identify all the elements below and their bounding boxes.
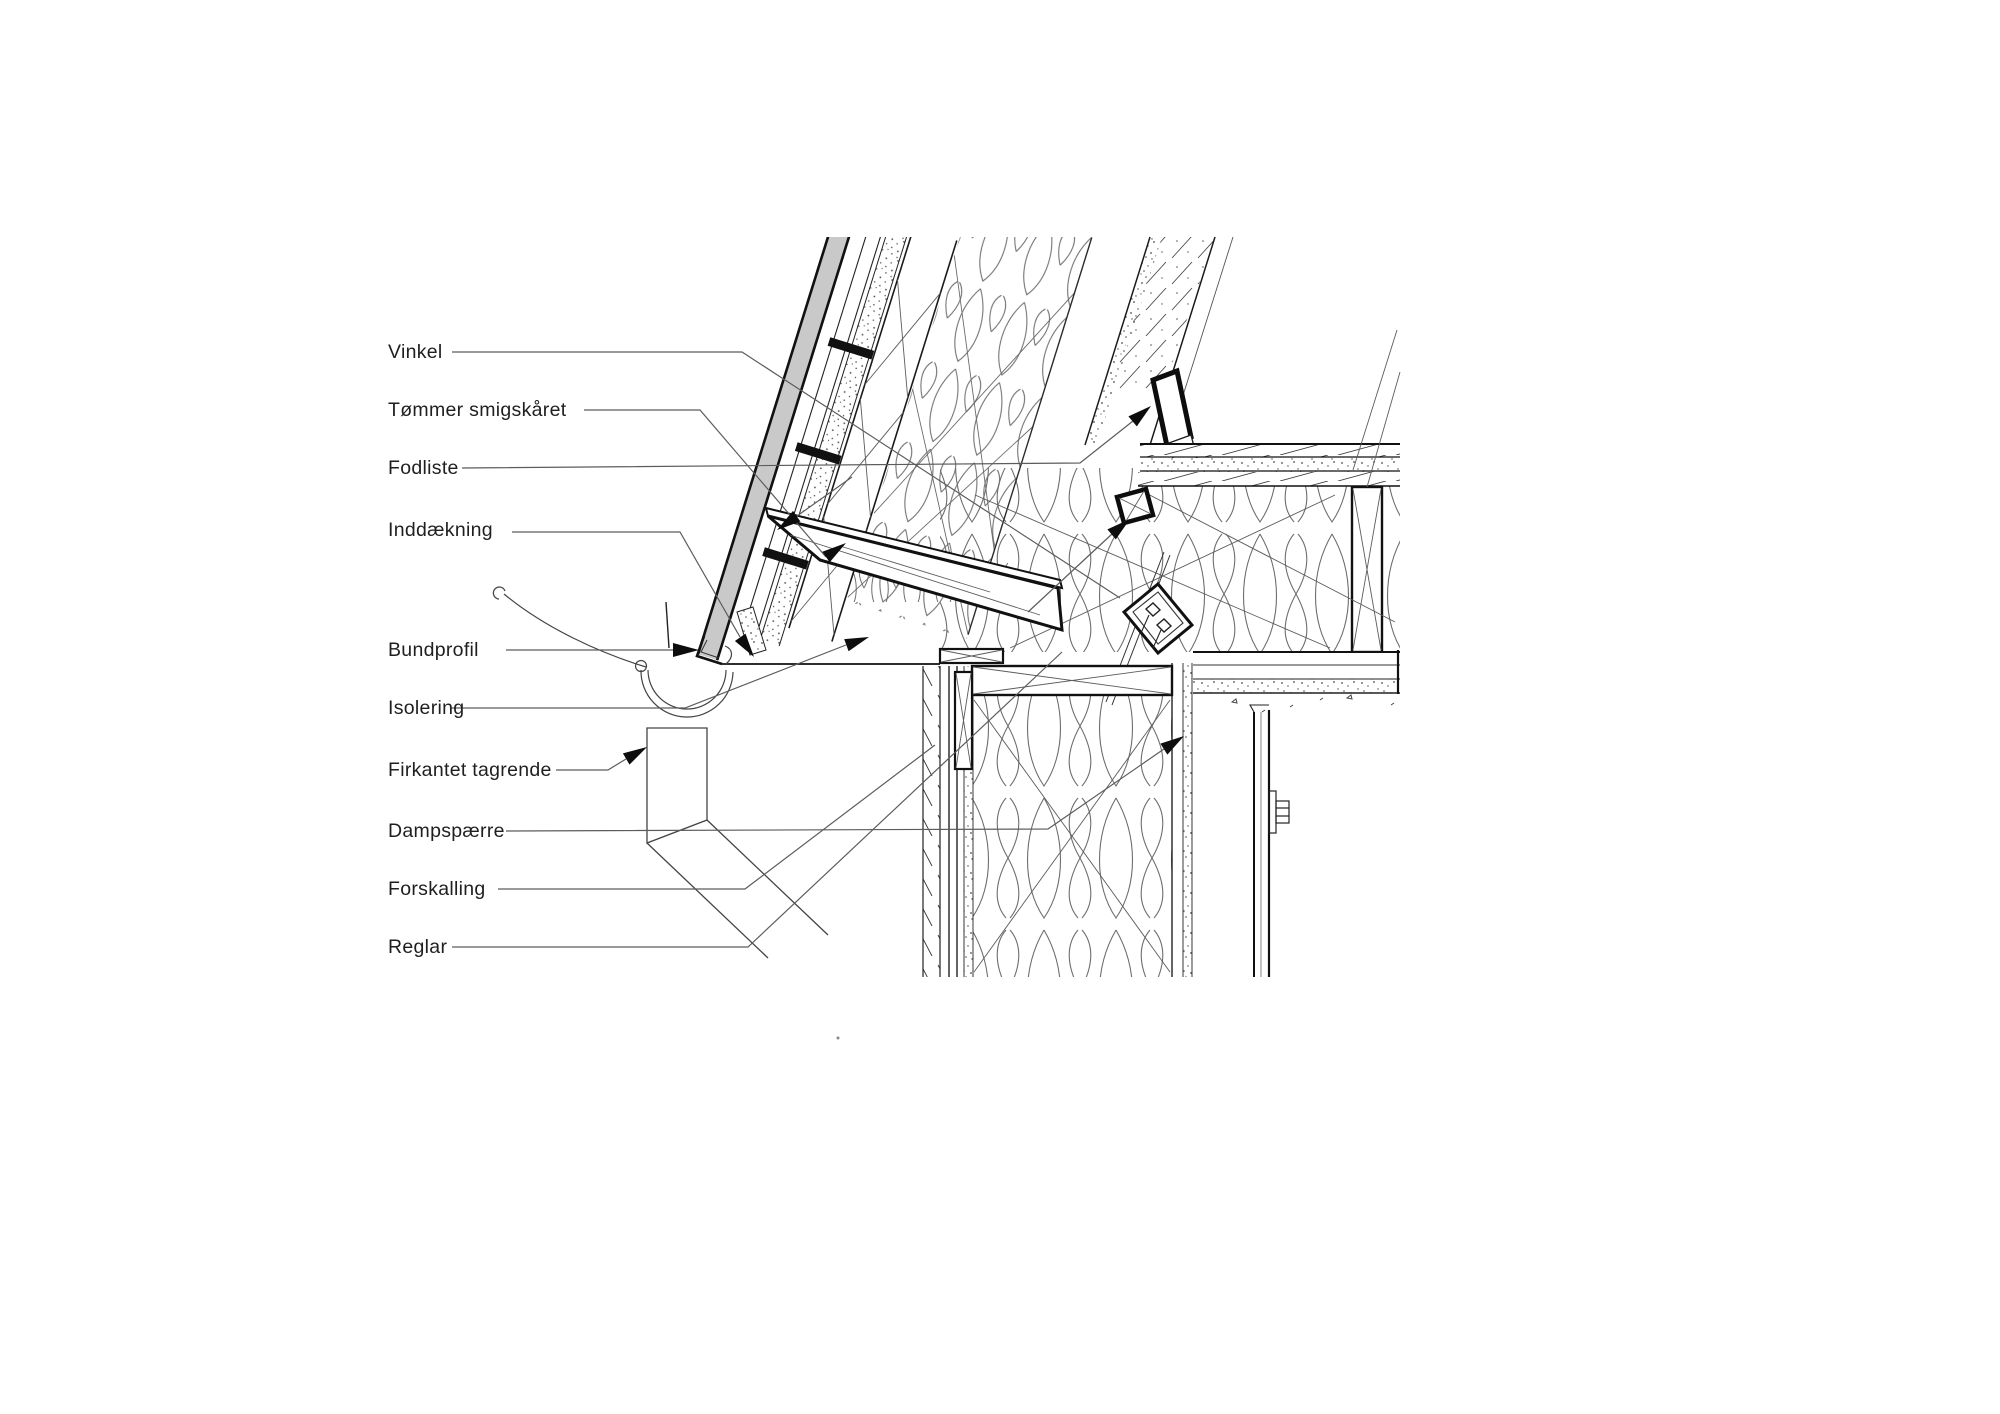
flat-roof-stipple-layer	[1140, 458, 1400, 471]
knee-band	[1085, 237, 1233, 466]
bundprofil-clip	[666, 602, 669, 648]
square-gutter	[647, 728, 828, 958]
gutter-inner	[648, 670, 726, 709]
arrow-isolering	[844, 637, 869, 651]
bracket-curl	[493, 587, 505, 599]
label-fodliste: Fodliste	[388, 457, 459, 479]
arrow-tagrende	[623, 747, 647, 765]
label-bundprofil: Bundprofil	[388, 639, 479, 661]
leader-inddaekning	[512, 532, 740, 637]
ceiling-membrane	[1193, 679, 1400, 693]
label-reglar: Reglar	[388, 936, 448, 958]
stray-dot	[837, 1037, 840, 1040]
leader-tagrende	[556, 759, 626, 770]
label-forskalling: Forskalling	[388, 878, 486, 900]
arrow-bundprofil	[673, 643, 699, 657]
label-isolering: Isolering	[388, 697, 465, 719]
fodliste-block	[1153, 371, 1191, 446]
wall-cladding	[923, 666, 940, 977]
label-toemmer: Tømmer smigskåret	[388, 399, 567, 421]
vapour-barrier	[1183, 663, 1192, 977]
label-vinkel: Vinkel	[388, 341, 443, 363]
bolt-fitting	[1269, 791, 1289, 833]
label-inddaekning: Inddækning	[388, 519, 493, 541]
flat-roof-layers	[1138, 444, 1400, 486]
leader-forskalling	[498, 745, 935, 889]
label-firkantet-tagrende: Firkantet tagrende	[388, 759, 552, 781]
interior-ceiling	[1193, 650, 1400, 977]
gutter-outer	[641, 670, 733, 717]
label-dampspaerre: Dampspærre	[388, 820, 505, 842]
